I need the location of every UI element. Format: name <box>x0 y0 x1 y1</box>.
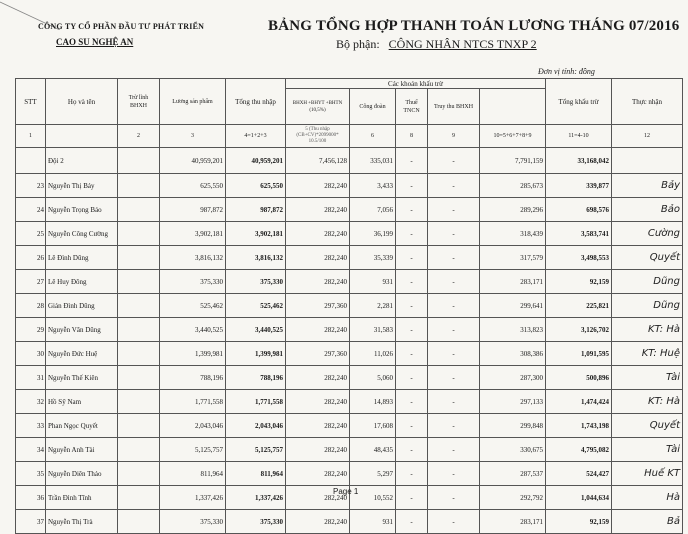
row-insurance: 297,360 <box>286 294 350 318</box>
row-bhxh-recovery: - <box>428 270 480 294</box>
row-tax: - <box>396 318 428 342</box>
row-union: 11,026 <box>350 342 396 366</box>
row-net: 1,044,634 <box>546 486 612 510</box>
total-name: Đội 2 <box>46 148 118 174</box>
col-total-income: Tổng thu nhập <box>226 79 286 125</box>
row-signature: Bả <box>612 510 683 534</box>
row-total-deduct: 287,300 <box>480 366 546 390</box>
row-bhxh-recovery: - <box>428 510 480 534</box>
row-net: 339,877 <box>546 174 612 198</box>
row-union: 36,199 <box>350 222 396 246</box>
row-name: Nguyễn Thế Kiên <box>46 366 118 390</box>
row-product-wage: 3,902,181 <box>160 222 226 246</box>
index-cell: 9 <box>428 125 480 148</box>
row-total-income: 525,462 <box>226 294 286 318</box>
index-cell: 4=1+2+3 <box>226 125 286 148</box>
row-stt: 32 <box>16 390 46 414</box>
row-product-wage: 987,872 <box>160 198 226 222</box>
row-total-deduct: 313,823 <box>480 318 546 342</box>
row-bhxh-recovery: - <box>428 294 480 318</box>
row-product-wage: 375,330 <box>160 510 226 534</box>
row-net: 524,427 <box>546 462 612 486</box>
table-row <box>16 246 683 270</box>
index-row <box>16 125 683 148</box>
row-total-deduct: 299,848 <box>480 414 546 438</box>
row-name: Nguyễn Công Cường <box>46 222 118 246</box>
row-union: 48,435 <box>350 438 396 462</box>
row-net: 1,474,424 <box>546 390 612 414</box>
table-row <box>16 270 683 294</box>
row-signature: KT: Hà <box>612 390 683 414</box>
row-net: 1,091,595 <box>546 342 612 366</box>
row-union: 17,608 <box>350 414 396 438</box>
row-insurance: 282,240 <box>286 174 350 198</box>
row-net: 500,896 <box>546 366 612 390</box>
row-product-wage: 625,550 <box>160 174 226 198</box>
total-tax: - <box>396 148 428 174</box>
row-net: 4,795,082 <box>546 438 612 462</box>
department-label: Bộ phận: <box>336 37 380 51</box>
row-net: 92,159 <box>546 270 612 294</box>
row-insurance: 282,240 <box>286 366 350 390</box>
row-net: 225,821 <box>546 294 612 318</box>
row-name: Nguyễn Thị Trà <box>46 510 118 534</box>
row-union: 5,060 <box>350 366 396 390</box>
row-bhxh-pay <box>118 414 160 438</box>
row-product-wage: 525,462 <box>160 294 226 318</box>
currency-unit: Đơn vị tính: đồng <box>538 67 595 76</box>
col-tax: Thuế TNCN <box>396 89 428 125</box>
row-tax: - <box>396 462 428 486</box>
row-bhxh-pay <box>118 198 160 222</box>
total-income: 40,959,201 <box>226 148 286 174</box>
row-product-wage: 5,125,757 <box>160 438 226 462</box>
table-row <box>16 198 683 222</box>
index-cell <box>46 125 118 148</box>
row-tax: - <box>396 174 428 198</box>
row-net: 3,126,702 <box>546 318 612 342</box>
row-total-income: 811,964 <box>226 462 286 486</box>
table-row <box>16 462 683 486</box>
row-stt: 36 <box>16 486 46 510</box>
index-cell-formula: 5 (Thu nhập (CB+CV)*2099000* 10.5/100 <box>286 125 350 148</box>
row-total-income: 375,330 <box>226 270 286 294</box>
row-signature: Tài <box>612 366 683 390</box>
row-stt: 28 <box>16 294 46 318</box>
row-total-income: 1,399,981 <box>226 342 286 366</box>
row-product-wage: 2,043,046 <box>160 414 226 438</box>
row-name: Nguyễn Đức Huệ <box>46 342 118 366</box>
row-bhxh-pay <box>118 318 160 342</box>
row-union: 10,552 <box>350 486 396 510</box>
table-row <box>16 390 683 414</box>
row-name: Trần Đình Tĩnh <box>46 486 118 510</box>
total-bhxh-pay <box>118 148 160 174</box>
row-total-deduct: 299,641 <box>480 294 546 318</box>
total-stt <box>16 148 46 174</box>
row-bhxh-pay <box>118 246 160 270</box>
row-bhxh-pay <box>118 438 160 462</box>
row-product-wage: 1,399,981 <box>160 342 226 366</box>
row-signature: Bảo <box>612 198 683 222</box>
row-stt: 30 <box>16 342 46 366</box>
row-net: 698,576 <box>546 198 612 222</box>
row-tax: - <box>396 438 428 462</box>
row-bhxh-pay <box>118 486 160 510</box>
table-row <box>16 366 683 390</box>
row-stt: 29 <box>16 318 46 342</box>
row-tax: - <box>396 342 428 366</box>
row-bhxh-pay <box>118 222 160 246</box>
row-signature: Bảy <box>612 174 683 198</box>
table-body <box>16 125 683 534</box>
row-product-wage: 788,196 <box>160 366 226 390</box>
row-union: 7,056 <box>350 198 396 222</box>
row-union: 2,281 <box>350 294 396 318</box>
row-insurance: 282,240 <box>286 270 350 294</box>
row-total-income: 3,440,525 <box>226 318 286 342</box>
row-insurance: 282,240 <box>286 462 350 486</box>
col-deductions-group: Các khoản khấu trừ <box>286 79 546 89</box>
row-name: Nguyễn Diên Thảo <box>46 462 118 486</box>
row-tax: - <box>396 222 428 246</box>
row-bhxh-pay <box>118 174 160 198</box>
row-product-wage: 3,816,132 <box>160 246 226 270</box>
row-bhxh-recovery: - <box>428 198 480 222</box>
row-stt: 33 <box>16 414 46 438</box>
row-signature: Hà <box>612 486 683 510</box>
table-row <box>16 342 683 366</box>
row-bhxh-recovery: - <box>428 222 480 246</box>
row-bhxh-recovery: - <box>428 318 480 342</box>
row-total-income: 3,902,181 <box>226 222 286 246</box>
row-bhxh-recovery: - <box>428 174 480 198</box>
row-total-deduct: 318,439 <box>480 222 546 246</box>
row-total-deduct: 287,537 <box>480 462 546 486</box>
row-insurance: 282,240 <box>286 318 350 342</box>
row-insurance: 282,240 <box>286 222 350 246</box>
row-signature: Quyết <box>612 414 683 438</box>
total-bhxh-recovery: - <box>428 148 480 174</box>
total-net: 33,168,042 <box>546 148 612 174</box>
row-name: Nguyễn Anh Tài <box>46 438 118 462</box>
row-stt: 35 <box>16 462 46 486</box>
row-insurance: 282,240 <box>286 390 350 414</box>
row-stt: 26 <box>16 246 46 270</box>
team-total-row <box>16 148 683 174</box>
row-tax: - <box>396 390 428 414</box>
row-bhxh-recovery: - <box>428 486 480 510</box>
row-total-income: 625,550 <box>226 174 286 198</box>
row-total-deduct: 285,673 <box>480 174 546 198</box>
page-number: Page 1 <box>333 487 359 496</box>
row-net: 3,583,741 <box>546 222 612 246</box>
table-row <box>16 222 683 246</box>
row-net: 1,743,198 <box>546 414 612 438</box>
row-tax: - <box>396 270 428 294</box>
row-insurance: 282,240 <box>286 510 350 534</box>
row-union: 931 <box>350 510 396 534</box>
row-bhxh-pay <box>118 270 160 294</box>
row-insurance: 282,240 <box>286 246 350 270</box>
row-union: 31,583 <box>350 318 396 342</box>
row-product-wage: 1,337,426 <box>160 486 226 510</box>
payroll-table <box>15 78 683 534</box>
row-bhxh-pay <box>118 390 160 414</box>
company-name-line2: CAO SU NGHỆ AN <box>56 37 134 47</box>
total-product-wage: 40,959,201 <box>160 148 226 174</box>
row-total-deduct: 283,171 <box>480 510 546 534</box>
row-signature: Quyết <box>612 246 683 270</box>
row-name: Nguyễn Thị Bảy <box>46 174 118 198</box>
row-insurance: 282,240 <box>286 438 350 462</box>
row-bhxh-pay <box>118 510 160 534</box>
company-name-line1: CÔNG TY CỔ PHẦN ĐẦU TƯ PHÁT TRIỂN <box>38 22 205 31</box>
row-bhxh-recovery: - <box>428 366 480 390</box>
row-name: Nguyễn Trọng Bảo <box>46 198 118 222</box>
row-total-deduct: 283,171 <box>480 270 546 294</box>
row-union: 5,297 <box>350 462 396 486</box>
row-total-income: 5,125,757 <box>226 438 286 462</box>
row-tax: - <box>396 198 428 222</box>
col-product-wage: Lương sản phẩm <box>160 79 226 125</box>
row-tax: - <box>396 246 428 270</box>
col-union: Công đoàn <box>350 89 396 125</box>
col-stt: STT <box>16 79 46 125</box>
row-bhxh-pay <box>118 366 160 390</box>
row-total-deduct: 330,675 <box>480 438 546 462</box>
department-line <box>336 37 537 52</box>
index-cell: 8 <box>396 125 428 148</box>
row-insurance: 282,240 <box>286 486 350 510</box>
row-total-deduct: 289,296 <box>480 198 546 222</box>
table-row <box>16 438 683 462</box>
row-signature: Dũng <box>612 294 683 318</box>
row-signature: Tài <box>612 438 683 462</box>
row-bhxh-pay <box>118 342 160 366</box>
row-total-income: 375,330 <box>226 510 286 534</box>
index-cell: 6 <box>350 125 396 148</box>
row-total-income: 788,196 <box>226 366 286 390</box>
row-product-wage: 811,964 <box>160 462 226 486</box>
row-tax: - <box>396 414 428 438</box>
document-title: BẢNG TỔNG HỢP THANH TOÁN LƯƠNG THÁNG 07/2016 <box>268 18 680 34</box>
total-signature <box>612 148 683 174</box>
row-total-deduct: 308,386 <box>480 342 546 366</box>
row-bhxh-pay <box>118 462 160 486</box>
row-tax: - <box>396 366 428 390</box>
row-signature: Cường <box>612 222 683 246</box>
row-bhxh-recovery: - <box>428 246 480 270</box>
table-row <box>16 318 683 342</box>
row-net: 92,159 <box>546 510 612 534</box>
row-stt: 25 <box>16 222 46 246</box>
row-total-income: 987,872 <box>226 198 286 222</box>
table-row <box>16 294 683 318</box>
col-total-deduct: Tổng khấu trừ <box>546 79 612 125</box>
row-signature: Dũng <box>612 270 683 294</box>
total-union: 335,031 <box>350 148 396 174</box>
row-name: Hồ Sỹ Nam <box>46 390 118 414</box>
col-name: Họ và tên <box>46 79 118 125</box>
index-cell: 11=4-10 <box>546 125 612 148</box>
row-tax: - <box>396 510 428 534</box>
col-bhxh-recovery: Truy thu BHXH <box>428 89 480 125</box>
row-product-wage: 1,771,558 <box>160 390 226 414</box>
row-name: Lê Huy Đông <box>46 270 118 294</box>
row-product-wage: 3,440,525 <box>160 318 226 342</box>
index-cell: 1 <box>16 125 46 148</box>
row-total-income: 1,337,426 <box>226 486 286 510</box>
row-total-income: 2,043,046 <box>226 414 286 438</box>
index-cell: 12 <box>612 125 683 148</box>
row-name: Lê Đình Dũng <box>46 246 118 270</box>
index-cell: 10=5+6+7+8+9 <box>480 125 546 148</box>
total-deduct: 7,791,159 <box>480 148 546 174</box>
row-total-deduct: 297,133 <box>480 390 546 414</box>
row-bhxh-pay <box>118 294 160 318</box>
row-signature: KT: Hà <box>612 318 683 342</box>
row-bhxh-recovery: - <box>428 438 480 462</box>
row-total-deduct: 292,792 <box>480 486 546 510</box>
row-bhxh-recovery: - <box>428 462 480 486</box>
table-row <box>16 174 683 198</box>
index-cell: 3 <box>160 125 226 148</box>
row-stt: 34 <box>16 438 46 462</box>
col-insurance: BHXH +BHYT +BHTN (10,5%) <box>286 89 350 125</box>
row-stt: 31 <box>16 366 46 390</box>
row-tax: - <box>396 486 428 510</box>
row-product-wage: 375,330 <box>160 270 226 294</box>
row-stt: 24 <box>16 198 46 222</box>
row-name: Phan Ngọc Quyết <box>46 414 118 438</box>
row-union: 14,893 <box>350 390 396 414</box>
row-union: 35,339 <box>350 246 396 270</box>
row-signature: KT: Huệ <box>612 342 683 366</box>
table-row <box>16 414 683 438</box>
row-stt: 37 <box>16 510 46 534</box>
row-stt: 23 <box>16 174 46 198</box>
row-total-income: 3,816,132 <box>226 246 286 270</box>
row-signature: Huế KT <box>612 462 683 486</box>
row-bhxh-recovery: - <box>428 342 480 366</box>
index-cell: 2 <box>118 125 160 148</box>
row-union: 3,433 <box>350 174 396 198</box>
col-net: Thực nhận <box>612 79 683 125</box>
table-row <box>16 510 683 534</box>
row-insurance: 282,240 <box>286 198 350 222</box>
row-total-deduct: 317,579 <box>480 246 546 270</box>
row-total-income: 1,771,558 <box>226 390 286 414</box>
department-value: CÔNG NHÂN NTCS TNXP 2 <box>388 37 537 51</box>
row-name: Giản Đình Dũng <box>46 294 118 318</box>
total-insurance: 7,456,128 <box>286 148 350 174</box>
row-insurance: 282,240 <box>286 414 350 438</box>
row-insurance: 297,360 <box>286 342 350 366</box>
row-net: 3,498,553 <box>546 246 612 270</box>
row-stt: 27 <box>16 270 46 294</box>
table-header <box>16 79 683 125</box>
row-name: Nguyễn Văn Dũng <box>46 318 118 342</box>
row-tax: - <box>396 294 428 318</box>
row-union: 931 <box>350 270 396 294</box>
row-bhxh-recovery: - <box>428 390 480 414</box>
col-bhxh-pay: Trừ lĩnh BHXH <box>118 79 160 125</box>
row-bhxh-recovery: - <box>428 414 480 438</box>
